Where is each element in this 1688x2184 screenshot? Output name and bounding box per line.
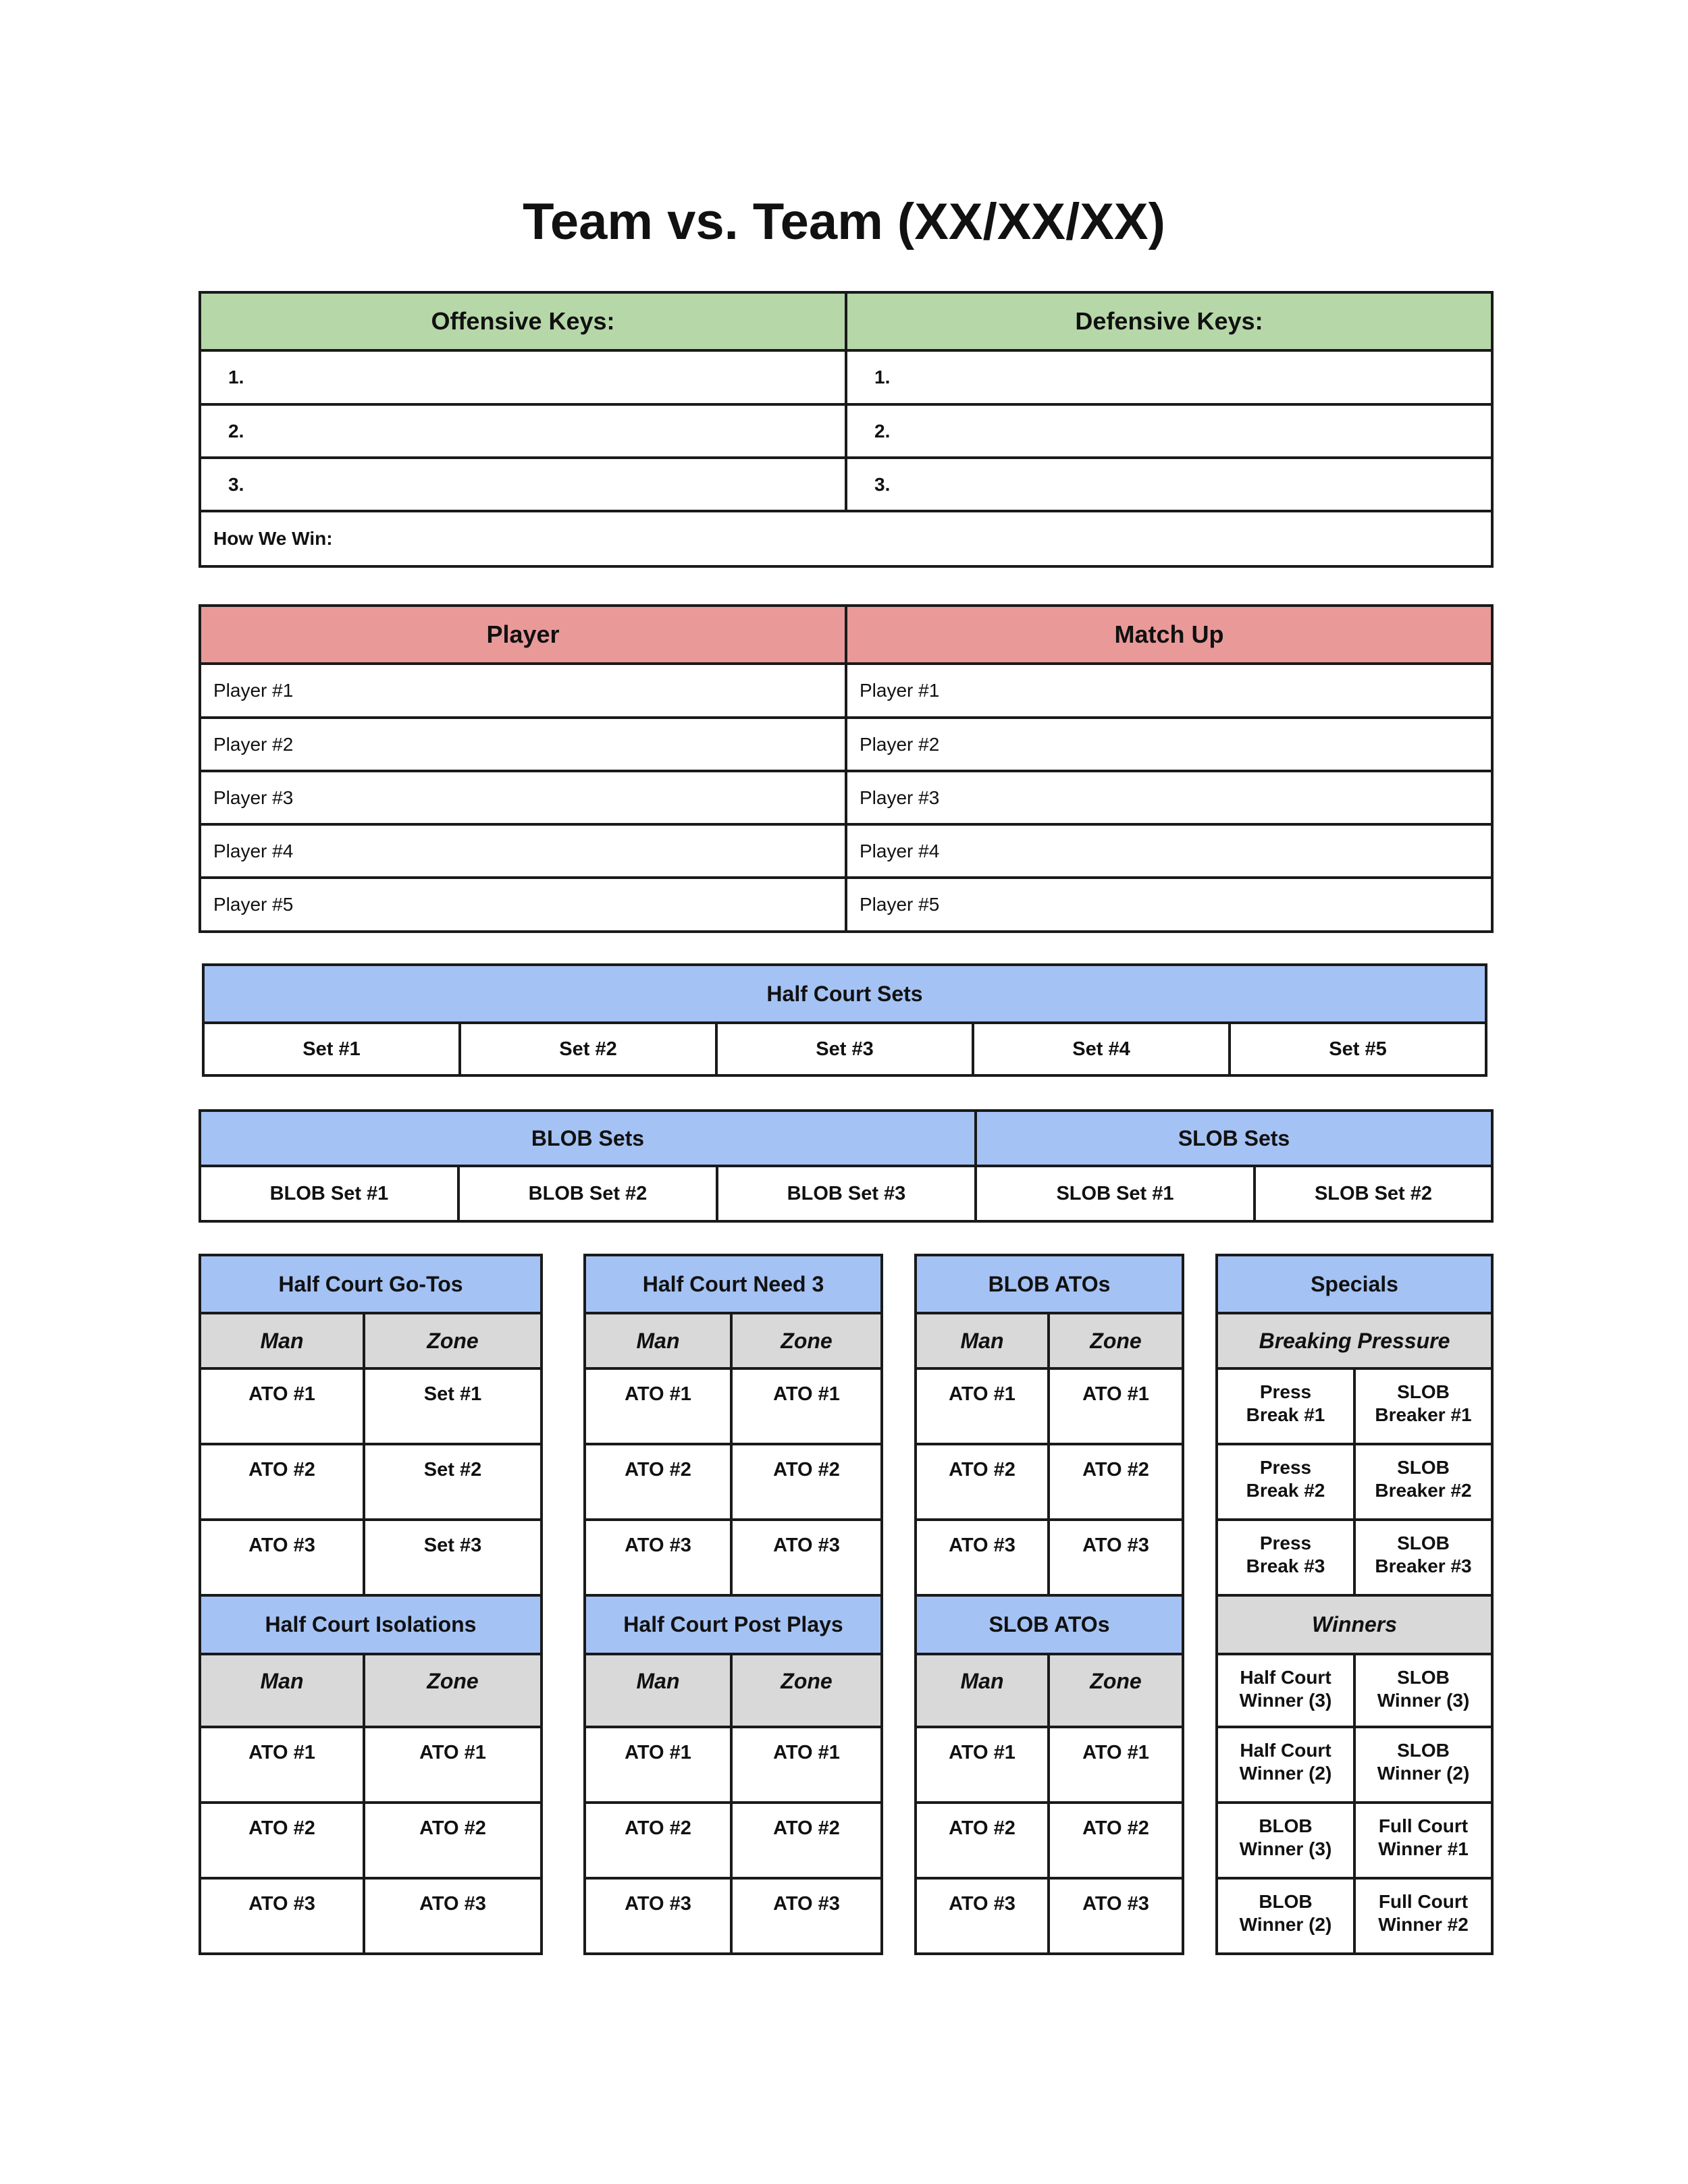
special-cell[interactable]: SLOB Breaker #1	[1354, 1368, 1492, 1444]
go-to-man-cell[interactable]: ATO #1	[200, 1368, 364, 1444]
slob-ato-zone-cell[interactable]: ATO #3	[1049, 1878, 1183, 1954]
slob-ato-man-cell[interactable]: ATO #3	[916, 1878, 1049, 1954]
post-play-man-cell[interactable]: ATO #1	[585, 1727, 731, 1803]
slob-ato-zone-cell[interactable]: ATO #2	[1049, 1803, 1183, 1878]
winner-cell[interactable]: BLOB Winner (3)	[1217, 1803, 1354, 1878]
need3-man-cell[interactable]: ATO #2	[585, 1444, 731, 1520]
need3-header: Half Court Need 3	[585, 1255, 882, 1313]
winner-cell[interactable]: Half Court Winner (2)	[1217, 1727, 1354, 1803]
winner-cell[interactable]: SLOB Winner (3)	[1354, 1654, 1492, 1727]
go-to-zone-cell[interactable]: Set #1	[364, 1368, 542, 1444]
player-header: Player	[200, 606, 846, 664]
slob-set-cell[interactable]: SLOB Set #2	[1255, 1166, 1492, 1221]
winner-cell[interactable]: Full Court Winner #1	[1354, 1803, 1492, 1878]
blob-ato-man-cell[interactable]: ATO #2	[916, 1444, 1049, 1520]
blob-ato-man-cell[interactable]: ATO #1	[916, 1368, 1049, 1444]
offensive-keys-header: Offensive Keys:	[200, 292, 846, 350]
defensive-key-3[interactable]: 3.	[846, 458, 1492, 511]
isolations-header: Half Court Isolations	[200, 1595, 542, 1654]
need3-man-cell[interactable]: ATO #1	[585, 1368, 731, 1444]
slob-ato-zone-cell[interactable]: ATO #1	[1049, 1727, 1183, 1803]
slob-atos-header: SLOB ATOs	[916, 1595, 1183, 1654]
winner-cell[interactable]: BLOB Winner (2)	[1217, 1878, 1354, 1954]
special-cell[interactable]: Press Break #3	[1217, 1520, 1354, 1595]
man-label: Man	[916, 1313, 1049, 1368]
offensive-key-1[interactable]: 1.	[200, 350, 846, 404]
half-court-set-cell[interactable]: Set #3	[716, 1023, 973, 1075]
slob-set-cell[interactable]: SLOB Set #1	[976, 1166, 1255, 1221]
winner-cell[interactable]: Full Court Winner #2	[1354, 1878, 1492, 1954]
go-tos-header: Half Court Go-Tos	[200, 1255, 542, 1313]
post-plays-header: Half Court Post Plays	[585, 1595, 882, 1654]
go-tos-isolations-table	[199, 1254, 543, 1955]
defensive-keys-header: Defensive Keys:	[846, 292, 1492, 350]
player-cell[interactable]: Player #1	[200, 664, 846, 718]
special-cell[interactable]: Press Break #1	[1217, 1368, 1354, 1444]
blob-set-cell[interactable]: BLOB Set #1	[200, 1166, 458, 1221]
go-to-zone-cell[interactable]: Set #2	[364, 1444, 542, 1520]
winners-label: Winners	[1217, 1595, 1492, 1654]
zone-label: Zone	[364, 1654, 542, 1727]
defensive-key-2[interactable]: 2.	[846, 404, 1492, 458]
slob-sets-header: SLOB Sets	[976, 1111, 1492, 1166]
player-cell[interactable]: Player #3	[200, 771, 846, 824]
blob-set-cell[interactable]: BLOB Set #3	[717, 1166, 976, 1221]
blob-ato-zone-cell[interactable]: ATO #3	[1049, 1520, 1183, 1595]
isolation-zone-cell[interactable]: ATO #3	[364, 1878, 542, 1954]
man-label: Man	[585, 1313, 731, 1368]
man-label: Man	[200, 1313, 364, 1368]
zone-label: Zone	[1049, 1313, 1183, 1368]
half-court-set-cell[interactable]: Set #1	[203, 1023, 460, 1075]
need3-zone-cell[interactable]: ATO #3	[731, 1520, 882, 1595]
breaking-pressure-label: Breaking Pressure	[1217, 1313, 1492, 1368]
slob-ato-man-cell[interactable]: ATO #2	[916, 1803, 1049, 1878]
half-court-sets-table	[202, 963, 1487, 1077]
matchup-cell[interactable]: Player #3	[846, 771, 1492, 824]
page-title: Team vs. Team (XX/XX/XX)	[523, 193, 1165, 250]
matchup-cell[interactable]: Player #5	[846, 878, 1492, 932]
half-court-set-cell[interactable]: Set #2	[460, 1023, 716, 1075]
half-court-set-cell[interactable]: Set #5	[1230, 1023, 1486, 1075]
need3-post-plays-table	[583, 1254, 883, 1955]
offensive-key-2[interactable]: 2.	[200, 404, 846, 458]
isolation-man-cell[interactable]: ATO #2	[200, 1803, 364, 1878]
man-label: Man	[916, 1654, 1049, 1727]
go-to-man-cell[interactable]: ATO #2	[200, 1444, 364, 1520]
blob-ato-man-cell[interactable]: ATO #3	[916, 1520, 1049, 1595]
need3-man-cell[interactable]: ATO #3	[585, 1520, 731, 1595]
man-label: Man	[200, 1654, 364, 1727]
matchup-cell[interactable]: Player #4	[846, 824, 1492, 878]
players-table	[199, 604, 1494, 933]
blob-atos-header: BLOB ATOs	[916, 1255, 1183, 1313]
specials-table	[1215, 1254, 1494, 1955]
isolation-man-cell[interactable]: ATO #1	[200, 1727, 364, 1803]
post-play-man-cell[interactable]: ATO #3	[585, 1878, 731, 1954]
player-cell[interactable]: Player #2	[200, 718, 846, 771]
special-cell[interactable]: SLOB Breaker #3	[1354, 1520, 1492, 1595]
zone-label: Zone	[1049, 1654, 1183, 1727]
isolation-man-cell[interactable]: ATO #3	[200, 1878, 364, 1954]
player-cell[interactable]: Player #4	[200, 824, 846, 878]
post-play-zone-cell[interactable]: ATO #3	[731, 1878, 882, 1954]
blob-set-cell[interactable]: BLOB Set #2	[458, 1166, 717, 1221]
winner-cell[interactable]: SLOB Winner (2)	[1354, 1727, 1492, 1803]
how-we-win[interactable]: How We Win:	[200, 511, 1492, 566]
half-court-set-cell[interactable]: Set #4	[973, 1023, 1230, 1075]
winner-cell[interactable]: Half Court Winner (3)	[1217, 1654, 1354, 1727]
zone-label: Zone	[731, 1654, 882, 1727]
matchup-header: Match Up	[846, 606, 1492, 664]
defensive-key-1[interactable]: 1.	[846, 350, 1492, 404]
post-play-zone-cell[interactable]: ATO #1	[731, 1727, 882, 1803]
special-cell[interactable]: SLOB Breaker #2	[1354, 1444, 1492, 1520]
zone-label: Zone	[731, 1313, 882, 1368]
matchup-cell[interactable]: Player #1	[846, 664, 1492, 718]
blob-sets-header: BLOB Sets	[200, 1111, 976, 1166]
need3-zone-cell[interactable]: ATO #1	[731, 1368, 882, 1444]
go-to-zone-cell[interactable]: Set #3	[364, 1520, 542, 1595]
post-play-zone-cell[interactable]: ATO #2	[731, 1803, 882, 1878]
blob-ato-zone-cell[interactable]: ATO #1	[1049, 1368, 1183, 1444]
keys-table	[199, 291, 1494, 568]
player-cell[interactable]: Player #5	[200, 878, 846, 932]
matchup-cell[interactable]: Player #2	[846, 718, 1492, 771]
slob-ato-man-cell[interactable]: ATO #1	[916, 1727, 1049, 1803]
blob-slob-atos-table	[914, 1254, 1184, 1955]
go-to-man-cell[interactable]: ATO #3	[200, 1520, 364, 1595]
zone-label: Zone	[364, 1313, 542, 1368]
offensive-key-3[interactable]: 3.	[200, 458, 846, 511]
special-cell[interactable]: Press Break #2	[1217, 1444, 1354, 1520]
post-play-man-cell[interactable]: ATO #2	[585, 1803, 731, 1878]
need3-zone-cell[interactable]: ATO #2	[731, 1444, 882, 1520]
isolation-zone-cell[interactable]: ATO #1	[364, 1727, 542, 1803]
half-court-sets-header: Half Court Sets	[203, 965, 1486, 1023]
inbounds-sets-table	[199, 1109, 1494, 1223]
specials-header: Specials	[1217, 1255, 1492, 1313]
blob-ato-zone-cell[interactable]: ATO #2	[1049, 1444, 1183, 1520]
isolation-zone-cell[interactable]: ATO #2	[364, 1803, 542, 1878]
man-label: Man	[585, 1654, 731, 1727]
